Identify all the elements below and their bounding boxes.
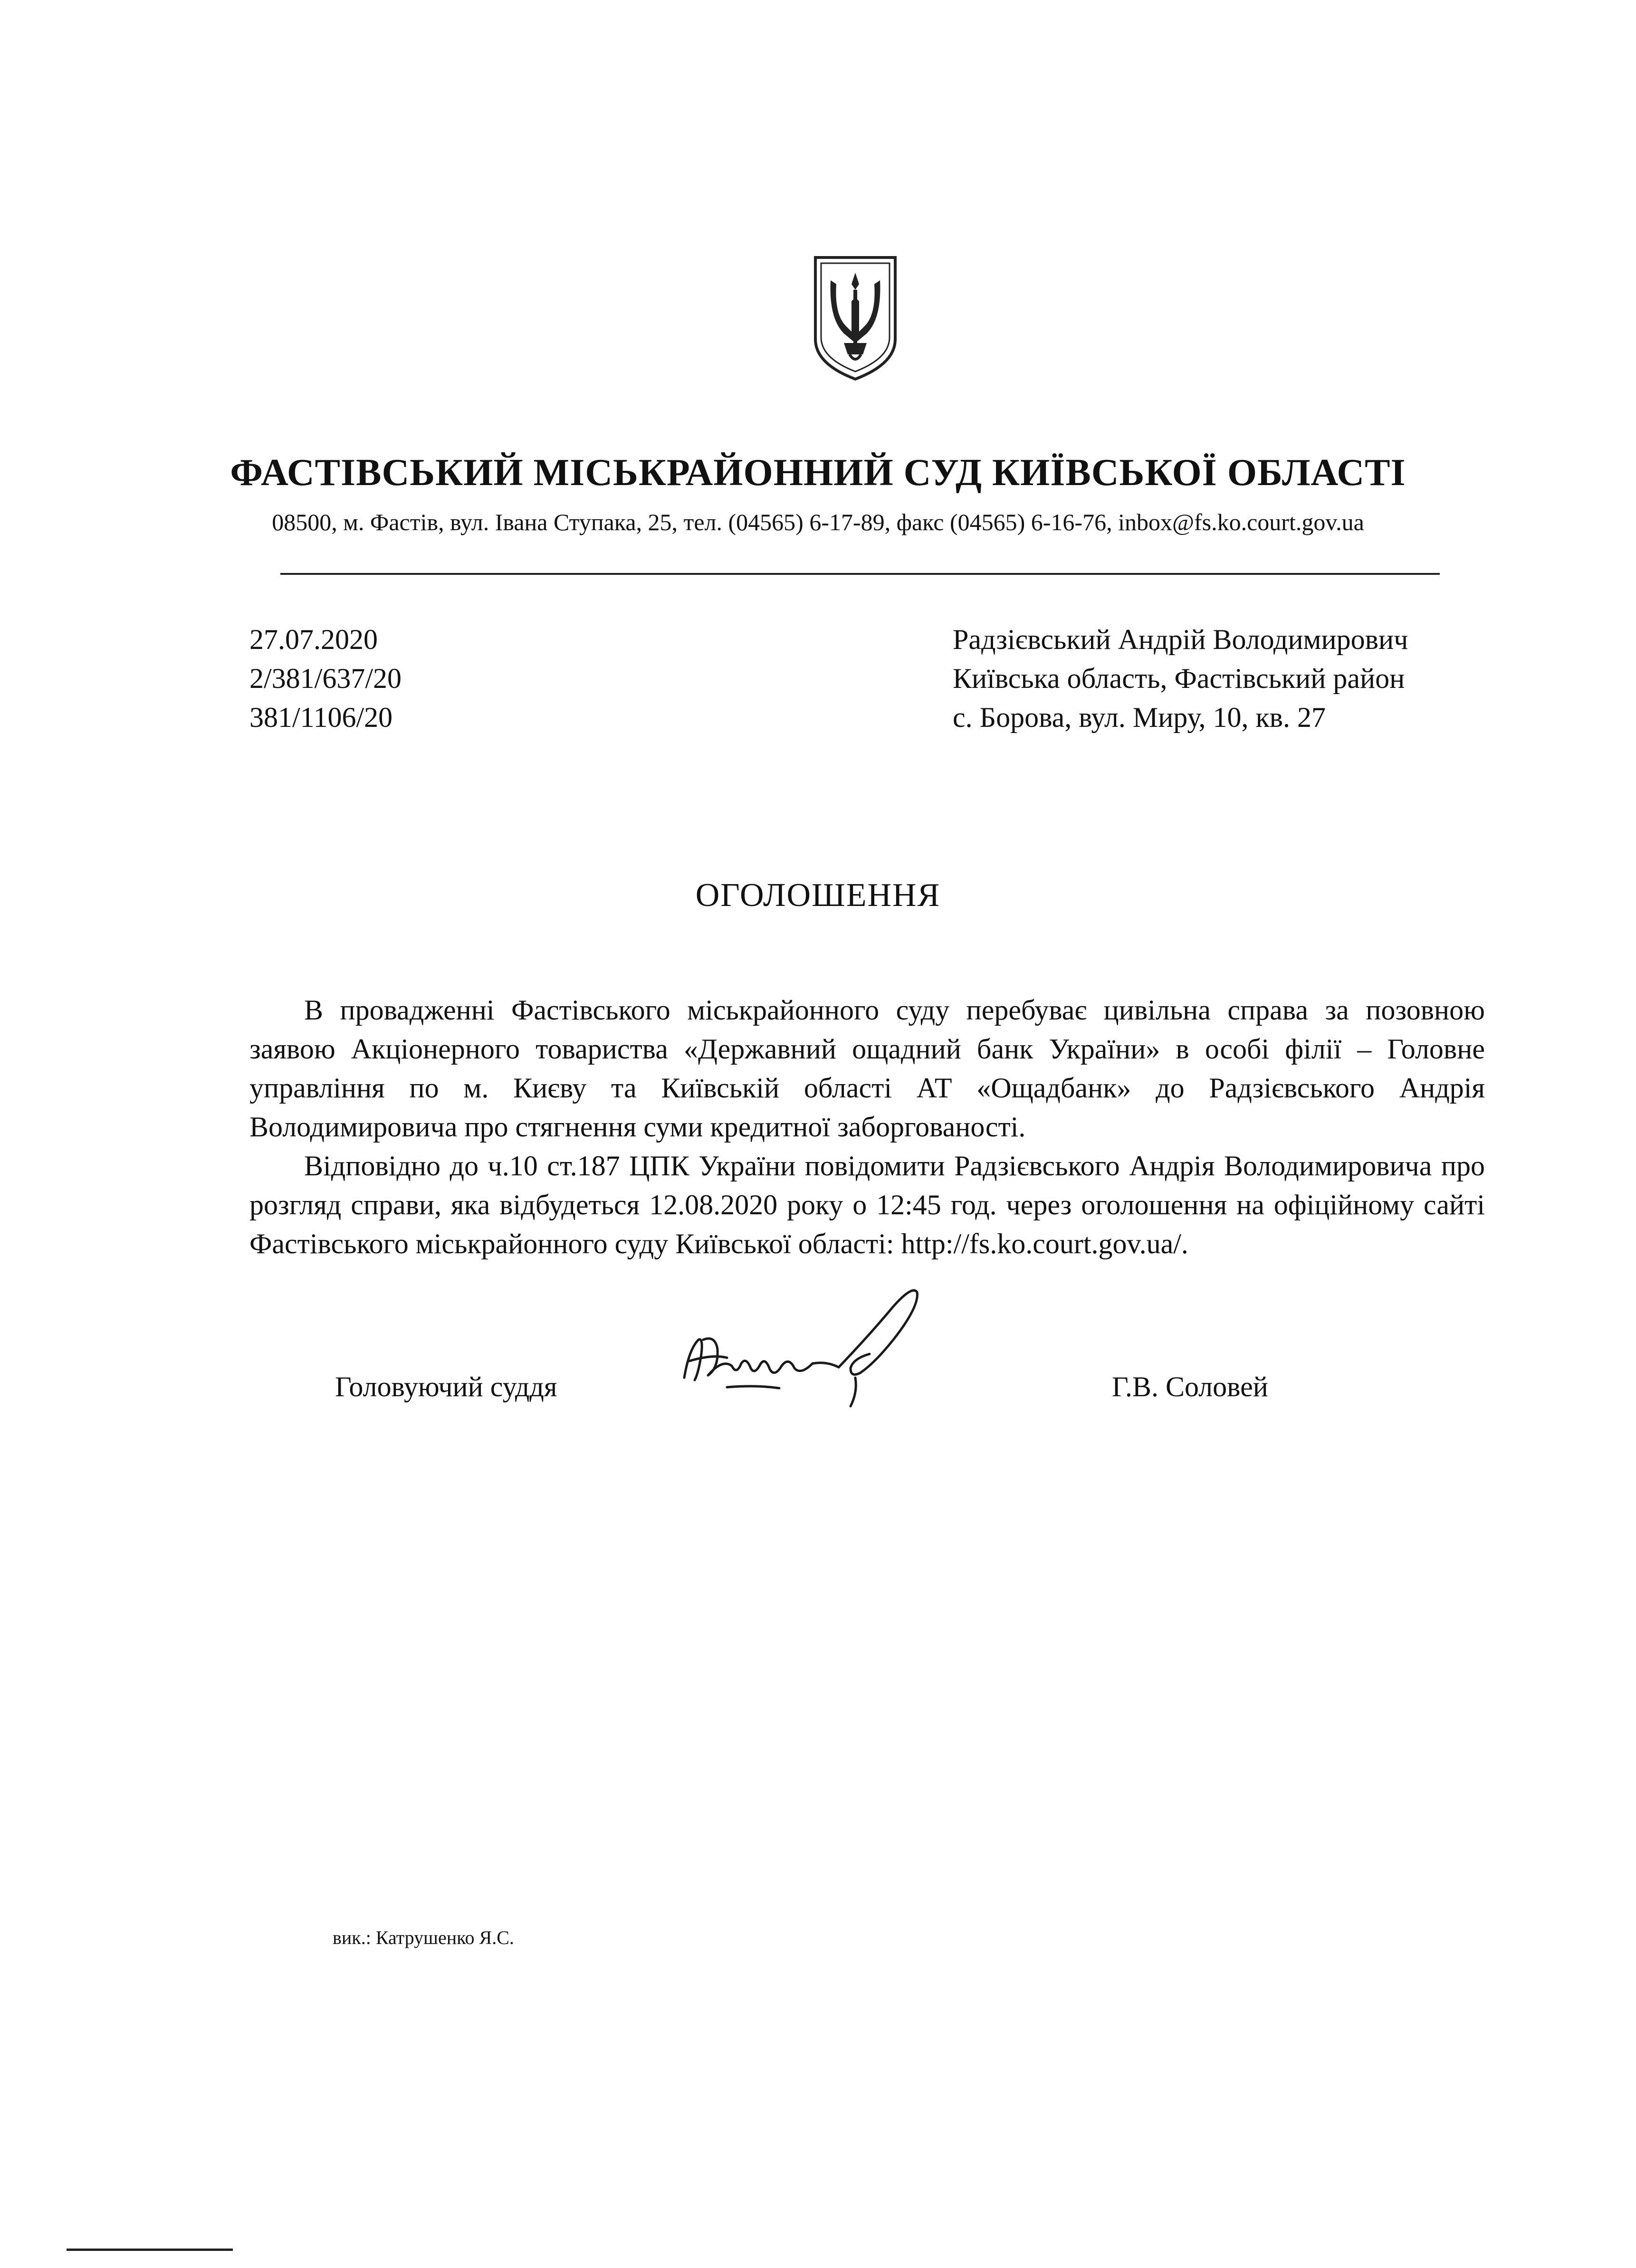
announcement-body	[249, 991, 1485, 1263]
presiding-judge-label: Головуючий суддя	[335, 1371, 557, 1402]
court-address: 08500, м. Фастів, вул. Івана Ступака, 25, тел. (04565) 6-17-89, факс (04565) 6-16-76, inbox@fs.ko.court.gov.ua	[272, 509, 1364, 535]
trident-coat-of-arms-icon	[808, 252, 903, 385]
document-title: ОГОЛОШЕННЯ	[695, 877, 941, 914]
header-divider	[280, 573, 1440, 575]
footer-divider	[67, 2249, 233, 2251]
addressee-street: с. Борова, вул. Миру, 10, кв. 27	[953, 702, 1326, 733]
executor-note: вик.: Катрушенко Я.С.	[333, 1927, 514, 1948]
judge-name: Г.В. Соловей	[1112, 1371, 1268, 1402]
outgoing-number: 381/1106/20	[249, 702, 393, 733]
body-paragraph: Відповідно до ч.10 ст.187 ЦПК України повідомити Радзієвського Андрія Володимировича про розгляд справи, яка відбудеться 12.08.2020 року о 12:45 год. через оголошення на офіційному сайті Фастівського міськрайонного суду Київської області: http://fs.ko.court.gov.ua/.	[249, 1150, 1485, 1259]
court-name: ФАСТІВСЬКИЙ МІСЬКРАЙОННИЙ СУД КИЇВСЬКОЇ ОБЛАСТІ	[230, 452, 1406, 494]
reference-block	[249, 620, 402, 737]
body-paragraph: В провадженні Фастівського міськрайонного суду перебуває цивільна справа за позовною заявою Акціонерного товариства «Державний ощадний банк України» в особі філії – Головне управління по м. Києву та Київській області АТ «Ощадбанк» до Радзієвського Андрія Володимировича про стягнення суми кредитної заборгованості.	[249, 994, 1485, 1143]
addressee-name: Радзієвський Андрій Володимирович	[953, 624, 1408, 655]
handwritten-signature	[670, 1278, 936, 1420]
addressee-region: Київська область, Фастівський район	[953, 663, 1405, 694]
document-date: 27.07.2020	[249, 624, 378, 655]
addressee-block	[953, 620, 1408, 737]
case-number: 2/381/637/20	[249, 663, 402, 694]
